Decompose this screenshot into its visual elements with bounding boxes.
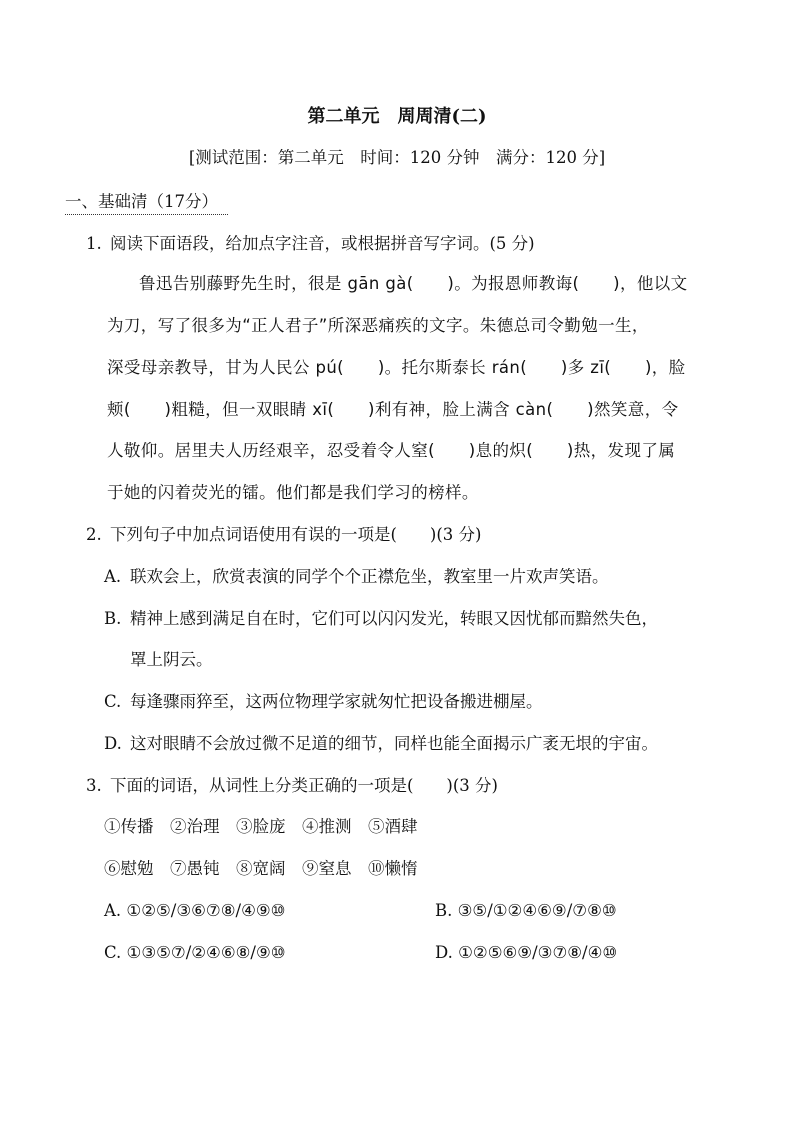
question-2-text: 下列句子中加点词语使用有误的一项是( )(3 分) [110, 525, 482, 544]
option-c-text: 每逢骤雨猝至，这两位物理学家就匆忙把设备搬进棚屋。 [130, 692, 543, 711]
question-3-option-a: A. ①②⑤/③⑥⑦⑧/④⑨⑩ [104, 901, 286, 920]
question-1-passage-line-6: 于她的闪着荧光的镭。他们都是我们学习的榜样。 [107, 483, 479, 502]
question-3-number: 3. [86, 776, 102, 795]
question-1-passage-line-4: 颊( )粗糙，但一双眼睛 xī( )利有神，脸上满含 càn( )然笑意，令 [107, 400, 679, 419]
question-1-passage-line-3: 深受母亲教导，甘为人民公 pú( )。托尔斯泰长 rán( )多 zī( )，脸 [107, 358, 686, 377]
question-1-passage-line-2: 为刀，写了很多为“正人君子”所深恶痛疾的文字。朱德总司令勤勉一生， [107, 316, 649, 335]
question-2-option-b [104, 607, 658, 631]
option-a-text: 联欢会上，欣赏表演的同学个个正襟危坐，教室里一片欢声笑语。 [130, 567, 609, 586]
question-1-number: 1. [86, 234, 102, 253]
option-d-text: 这对眼睛不会放过微不足道的细节，同样也能全面揭示广袤无垠的宇宙。 [130, 734, 658, 753]
question-1-passage-line-1: 鲁迅告别藤野先生时，很是 gān gà( )。为报恩师教诲( )，他以文 [139, 274, 688, 293]
question-1-passage-line-5: 人敬仰。居里夫人历经艰辛，忍受着令人窒( )息的炽( )热，发现了属 [107, 441, 676, 460]
option-a-label: A. [104, 567, 122, 586]
question-2-option-b-cont: 罩上阴云。 [130, 650, 213, 669]
question-3-option-b: B. ③⑤/①②④⑥⑨/⑦⑧⑩ [435, 901, 617, 920]
question-1-text: 阅读下面语段，给加点字注音，或根据拼音写字词。(5 分) [110, 234, 535, 253]
section-heading-basics: 一、基础清（17分） [65, 190, 228, 215]
question-3-option-d: D. ①②⑤⑥⑨/③⑦⑧/④⑩ [435, 943, 618, 962]
question-3-stem [86, 774, 498, 798]
option-d-label: D. [104, 734, 122, 753]
question-1-stem [86, 232, 535, 256]
option-c-label: C. [104, 692, 122, 711]
question-3-text: 下面的词语，从词性上分类正确的一项是( )(3 分) [110, 776, 498, 795]
question-2-stem [86, 523, 482, 547]
question-3-words-row-2: ⑥慰勉 ⑦愚钝 ⑧宽阔 ⑨窒息 ⑩懒惰 [104, 859, 418, 878]
page-title: 第二单元 周周清(二) [307, 106, 487, 127]
question-2-option-c [104, 690, 543, 714]
question-3-option-c: C. ①③⑤⑦/②④⑥⑧/⑨⑩ [104, 943, 286, 962]
question-3-words-row-1: ①传播 ②治理 ③脸庞 ④推测 ⑤酒肆 [104, 817, 418, 836]
test-scope: [测试范围：第二单元 时间：120 分钟 满分：120 分] [188, 148, 606, 167]
question-2-option-d [104, 732, 658, 756]
option-b-text: 精神上感到满足自在时，它们可以闪闪发光，转眼又因忧郁而黯然失色， [130, 609, 658, 628]
option-b-label: B. [104, 609, 122, 628]
question-2-number: 2. [86, 525, 102, 544]
question-2-option-a [104, 565, 609, 589]
